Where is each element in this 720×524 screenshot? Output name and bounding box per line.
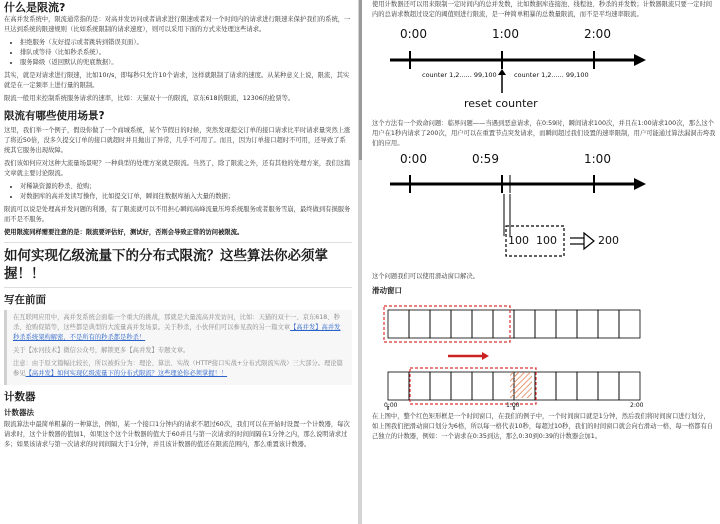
- quote-text: 关于【冰河技术】微信公众号，解锁更多【高并发】专题文章。: [13, 347, 190, 354]
- window-cell: [619, 372, 640, 400]
- time-tick-label: 1:00: [584, 152, 611, 166]
- left-document-page: [0, 0, 358, 524]
- sum-label: 200: [598, 234, 619, 247]
- window-cell: [451, 372, 472, 400]
- request-count-label: 100: [508, 234, 529, 247]
- window-cell: [451, 310, 472, 338]
- divider: [4, 242, 352, 243]
- list-item: • 服务降级（返回默认的兜底数据）。: [20, 58, 352, 68]
- critical-problem-diagram: [372, 152, 716, 272]
- window-row-top: [388, 310, 640, 338]
- window-cell: [388, 310, 409, 338]
- article-title: 如何实现亿级流量下的分布式限流？这些算法你必须掌握！！: [4, 248, 328, 282]
- window-cell: [514, 310, 535, 338]
- window-cell: [493, 310, 514, 338]
- heading-counter: 计数器: [4, 391, 36, 403]
- window-cell: [598, 310, 619, 338]
- sliding-window-svg: [372, 298, 712, 412]
- window-cell: [556, 372, 577, 400]
- window-cell: [577, 372, 598, 400]
- critical-problem-svg: [372, 152, 712, 272]
- paragraph: 在上图中，整个红色矩形框是一个时间窗口，在我们的例子中，一个时间窗口就是1分钟，然后我们将时间窗口进行划分，如上图我们把滑动窗口划分为6格，所以每一格代表10秒，每超过10秒，我们的时间窗口就会向右滑动一格，每一格都有自己独立的计数器，例如：一个请求在0:35到达，那么0:30到0:39的计数器会加1。: [372, 413, 714, 440]
- divider: [4, 287, 352, 288]
- heading-use-cases: 限流有哪些使用场景?: [4, 110, 105, 122]
- reset-counter-label: reset counter: [464, 97, 538, 110]
- window-cell: [577, 310, 598, 338]
- paragraph: 限流一般用来控制系统服务请求的速率，比如：天猫双十一的限流，京东618的限流，12306的抢票等。: [4, 95, 295, 102]
- list-item: • 排队或等待（比如秒杀系统）。: [20, 48, 352, 58]
- paragraph: 限流可以说是处理高并发问题的利器，有了限流就可以不用担心瞬间高峰流量压垮系统服务或者服务雪崩，最终做到有损服务而不是不服务。: [4, 206, 351, 223]
- window-cell: [430, 310, 451, 338]
- article-link[interactable]: 【高并发】如何实现亿级流量下的分布式限流？这些理论你必须掌握！！: [25, 370, 228, 377]
- window-cell: [472, 372, 493, 400]
- window-cell: [430, 372, 451, 400]
- paragraph: 其实，就是对请求进行限速，比如10r/s，即每秒只允许10个请求，这样就限制了请求的速度。从某种意义上说，限流，其实就是在一定频率上进行量的限制。: [4, 72, 350, 89]
- paragraph: 这个方法有一个致命问题：临界问题——当遇到恶意请求，在0:59时，瞬间请求100次，并且在1:00请求100次，那么这个用户在1秒内请求了200次，用户可以在重置节点突发请求，而瞬间超过我们设置的速率限制，用户可能通过算法漏洞击垮我们的应用。: [372, 120, 716, 147]
- heading-sliding-window: 滑动窗口: [372, 286, 402, 295]
- list-item: • 拒绝服务（友好提示或者跳转到错误页面）。: [20, 38, 352, 48]
- time-tick-label: 0:00: [400, 152, 427, 166]
- request-count-label: 100: [536, 234, 557, 247]
- list-item: • 对稀缺资源的秒杀、抢购；: [20, 182, 352, 192]
- window-cell: [472, 310, 493, 338]
- blockquote: [4, 310, 352, 385]
- right-document-page: [362, 0, 720, 524]
- time-tick-label: 1:00: [492, 27, 519, 41]
- sliding-window-diagram: [372, 298, 716, 412]
- window-cell: [556, 310, 577, 338]
- time-tick-label: 1:00: [506, 402, 520, 409]
- paragraph: 限流算法中最简单粗暴的一种算法，例如，某一个接口1分钟内的请求不超过60次，我们可以在开始时设置一个计数器，每次请求时，这个计数器的值加1，如果这个这个计数器的值大于60并且与第一次请求的时间间隔在1分钟之内，那么说明请求过多；如果该请求与第一次请求的时间间隔大于1分钟，并且该计数器的值还在限流范围内，那么重置该计数器。: [4, 421, 350, 448]
- quote-text: 注意：由于原文篇幅比较长，所以被拆分为：理论、算法、实战（HTTP接口实战+分布式限流实战）三大部分。理论篇参见【高并发】如何实现亿级流量下的分布式限流？这些理论你必须掌握！！: [13, 360, 343, 377]
- paragraph: 这里，我们举一个例子，假设你做了一个商城系统，某个节假日的时候，突然发现提交订单的接口请求比平时请求量突然上涨了将近50倍，没多久提交订单的接口就超时并且抛出了异常，几乎不可用了。而且，因为订单接口超时不可用，还导致了系统其它服务出现故障。: [4, 127, 351, 154]
- time-tick-label: 2:00: [630, 402, 644, 409]
- fixed-window-diagram: [372, 23, 716, 119]
- window-cell: [535, 310, 556, 338]
- bullet-list: [4, 38, 352, 68]
- paragraph-bold: 使用限流同样需要注意的是：限流要评估好，测试好，否则会导致正常的访问被限流。: [4, 229, 244, 236]
- counter-label: counter 1,2...... 99,100: [514, 71, 589, 79]
- bullet-list: [4, 182, 352, 202]
- window-cell: [598, 372, 619, 400]
- heading-what-is-rate-limiting: 什么是限流?: [4, 1, 66, 14]
- paragraph: 我们该如何应对这种大流量场景呢？一种典型的处理方案就是限流。当然了，除了限流之外，还有其他的处理方案，我们这篇文章就主要讨论限流。: [4, 160, 351, 177]
- list-item: • 对数据库的高并发读写操作，比如提交订单，瞬间往数据库插入大量的数据；: [20, 192, 352, 202]
- window-cell: [535, 372, 556, 400]
- window-cell: [409, 310, 430, 338]
- window-cell: [409, 372, 430, 400]
- paragraph: 使用计数器还可以用来限制一定时间内的总并发数，比如数据库连接池、线程池、秒杀的并发数；计数器限流只要一定时间内的总请求数超过设定的阈值则进行限流，是一种简单粗暴的总数量限流，而不是平均速率限流。: [372, 1, 713, 18]
- paragraph: 在高并发系统中，限流通常指的是：对高并发访问或者请求进行限速或者对一个时间内的请求进行限速来保护我们的系统，一旦达到系统的限速规则（比如系统限制的请求速度），则可以采用下面的方式来处理这些请求。: [4, 16, 351, 33]
- window-cell: [388, 372, 409, 400]
- counter-label: counter 1,2...... 99,100: [422, 71, 497, 79]
- time-tick-label: 0:59: [472, 152, 499, 166]
- window-cell: [619, 310, 640, 338]
- paragraph: 这个问题我们可以使用滑动窗口解决。: [372, 273, 480, 280]
- time-tick-label: 0:00: [384, 402, 398, 409]
- heading-preface: 写在前面: [4, 294, 46, 306]
- quote-text: 在互联网应用中，高并发系统会面临一个重大的挑战，那就是大量流高并发访问，比如：天猫的双十一、京东618、秒杀、抢购促销等，这些都是典型的大流量高并发场景。关于秒杀，小伙伴们可以参见我的另一篇文章【高并发】高并发秒杀系统架构解密，不是所有的秒杀都是秒杀！: [13, 314, 341, 341]
- article-link[interactable]: 【高并发】高并发秒杀系统架构解密，不是所有的秒杀都是秒杀！: [13, 324, 341, 341]
- time-tick-label: 0:00: [400, 27, 427, 41]
- subheading-counter-method: 计数器法: [4, 408, 34, 417]
- time-tick-label: 2:00: [584, 27, 611, 41]
